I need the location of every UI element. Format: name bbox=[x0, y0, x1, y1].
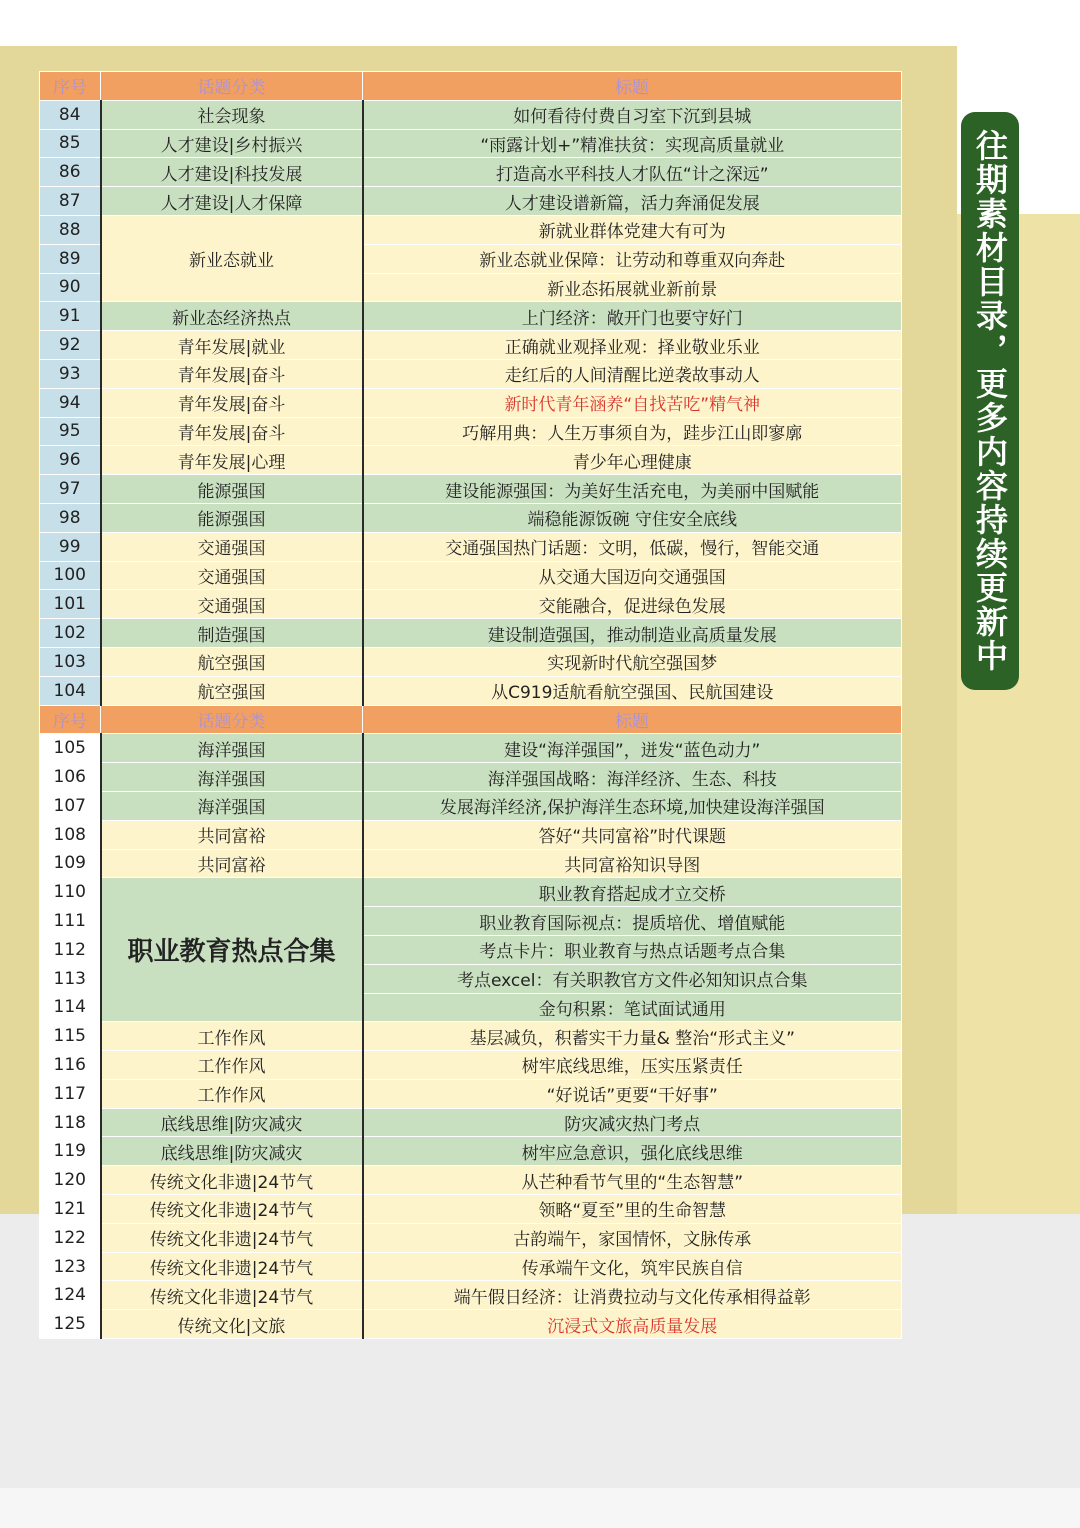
row-title: 正确就业观择业观：择业敬业乐业 bbox=[363, 331, 902, 360]
table-row bbox=[40, 100, 902, 129]
row-title: 领略“夏至”里的生命智慧 bbox=[363, 1195, 902, 1224]
row-category: 海洋强国 bbox=[101, 734, 363, 763]
row-category: 能源强国 bbox=[101, 475, 363, 504]
row-title: 考点卡片：职业教育与热点话题考点合集 bbox=[363, 935, 902, 964]
row-num: 88 bbox=[40, 215, 101, 244]
row-num: 97 bbox=[40, 475, 101, 504]
row-category: 青年发展|心理 bbox=[101, 446, 363, 475]
catalog-banner bbox=[961, 112, 1019, 690]
row-num: 114 bbox=[40, 993, 101, 1022]
row-title-highlight: 沉浸式文旅高质量发展 bbox=[363, 1310, 902, 1339]
row-title: 职业教育国际视点：提质培优、增值赋能 bbox=[363, 907, 902, 936]
row-category: 人才建设|科技发展 bbox=[101, 158, 363, 187]
row-category: 人才建设|乡村振兴 bbox=[101, 129, 363, 158]
row-category: 工作作风 bbox=[101, 1022, 363, 1051]
row-num: 90 bbox=[40, 273, 101, 302]
table-row bbox=[40, 1223, 902, 1252]
row-num: 101 bbox=[40, 590, 101, 619]
table-row bbox=[40, 215, 902, 244]
row-category: 底线思维|防灾减灾 bbox=[101, 1108, 363, 1137]
table-row bbox=[40, 388, 902, 417]
table-header bbox=[40, 72, 902, 101]
row-title: 海洋强国战略：海洋经济、生态、科技 bbox=[363, 763, 902, 792]
row-num: 99 bbox=[40, 532, 101, 561]
row-num: 103 bbox=[40, 647, 101, 676]
table-row bbox=[40, 417, 902, 446]
table-row bbox=[40, 561, 902, 590]
row-num: 107 bbox=[40, 791, 101, 820]
row-title: 树牢应急意识，强化底线思维 bbox=[363, 1137, 902, 1166]
row-title: 建设“海洋强国”，迸发“蓝色动力” bbox=[363, 734, 902, 763]
table-row bbox=[40, 532, 902, 561]
row-num: 123 bbox=[40, 1252, 101, 1281]
row-category: 底线思维|防灾减灾 bbox=[101, 1137, 363, 1166]
row-title: 新就业群体党建大有可为 bbox=[363, 215, 902, 244]
row-title: 从芒种看节气里的“生态智慧” bbox=[363, 1166, 902, 1195]
row-category: 人才建设|人才保障 bbox=[101, 187, 363, 216]
row-num: 95 bbox=[40, 417, 101, 446]
table-row bbox=[40, 820, 902, 849]
row-category: 传统文化非遗|24节气 bbox=[101, 1223, 363, 1252]
row-title: “雨露计划+”精准扶贫：实现高质量就业 bbox=[363, 129, 902, 158]
row-category: 工作作风 bbox=[101, 1051, 363, 1080]
row-category: 能源强国 bbox=[101, 503, 363, 532]
table-row bbox=[40, 187, 902, 216]
row-category: 社会现象 bbox=[101, 100, 363, 129]
header-title: 标题 bbox=[363, 705, 902, 734]
row-category: 航空强国 bbox=[101, 676, 363, 705]
row-num: 102 bbox=[40, 619, 101, 648]
row-num: 86 bbox=[40, 158, 101, 187]
table-row bbox=[40, 619, 902, 648]
row-title: 从交通大国迈向交通强国 bbox=[363, 561, 902, 590]
row-num: 87 bbox=[40, 187, 101, 216]
row-category: 传统文化非遗|24节气 bbox=[101, 1195, 363, 1224]
row-title: 发展海洋经济,保护海洋生态环境,加快建设海洋强国 bbox=[363, 791, 902, 820]
row-category: 共同富裕 bbox=[101, 820, 363, 849]
table-row bbox=[40, 849, 902, 878]
row-category: 制造强国 bbox=[101, 619, 363, 648]
bottom-light-strip bbox=[0, 1488, 1080, 1528]
row-title: 人才建设谱新篇，活力奔涌促发展 bbox=[363, 187, 902, 216]
row-title: 走红后的人间清醒比逆袭故事动人 bbox=[363, 359, 902, 388]
table-row bbox=[40, 1079, 902, 1108]
header-num: 序号 bbox=[40, 705, 101, 734]
row-num: 85 bbox=[40, 129, 101, 158]
row-category: 交通强国 bbox=[101, 532, 363, 561]
table-header-repeat bbox=[40, 705, 902, 734]
row-title: 交通强国热门话题：文明，低碳，慢行，智能交通 bbox=[363, 532, 902, 561]
row-num: 122 bbox=[40, 1223, 101, 1252]
table-row bbox=[40, 446, 902, 475]
row-category: 青年发展|奋斗 bbox=[101, 388, 363, 417]
table-row bbox=[40, 1310, 902, 1339]
banner-text: 往期素材目录，更多内容持续更新中 bbox=[971, 129, 1009, 673]
header-num: 序号 bbox=[40, 72, 101, 101]
row-category: 海洋强国 bbox=[101, 791, 363, 820]
row-category: 工作作风 bbox=[101, 1079, 363, 1108]
row-category: 交通强国 bbox=[101, 590, 363, 619]
row-category-merged: 新业态就业 bbox=[101, 215, 363, 301]
row-num: 92 bbox=[40, 331, 101, 360]
row-title: 建设能源强国：为美好生活充电，为美丽中国赋能 bbox=[363, 475, 902, 504]
row-title: 树牢底线思维，压实压紧责任 bbox=[363, 1051, 902, 1080]
row-title: 古韵端午，家国情怀，文脉传承 bbox=[363, 1223, 902, 1252]
header-title: 标题 bbox=[363, 72, 902, 101]
header-category: 话题分类 bbox=[101, 72, 363, 101]
row-category: 传统文化非遗|24节气 bbox=[101, 1281, 363, 1310]
row-num: 125 bbox=[40, 1310, 101, 1339]
row-title: 青少年心理健康 bbox=[363, 446, 902, 475]
table-row bbox=[40, 359, 902, 388]
row-title: 答好“共同富裕”时代课题 bbox=[363, 820, 902, 849]
row-num: 94 bbox=[40, 388, 101, 417]
row-num: 91 bbox=[40, 302, 101, 331]
table-row bbox=[40, 331, 902, 360]
row-title: 巧解用典：人生万事须自为，跬步江山即寥廓 bbox=[363, 417, 902, 446]
row-category: 传统文化非遗|24节气 bbox=[101, 1252, 363, 1281]
table-row bbox=[40, 129, 902, 158]
row-num: 96 bbox=[40, 446, 101, 475]
row-category: 青年发展|奋斗 bbox=[101, 359, 363, 388]
table-row bbox=[40, 503, 902, 532]
table-row bbox=[40, 590, 902, 619]
row-category-merged: 职业教育热点合集 bbox=[101, 878, 363, 1022]
table-row bbox=[40, 1051, 902, 1080]
row-num: 110 bbox=[40, 878, 101, 907]
row-title: 打造高水平科技人才队伍“计之深远” bbox=[363, 158, 902, 187]
row-category: 航空强国 bbox=[101, 647, 363, 676]
row-num: 113 bbox=[40, 964, 101, 993]
table-row bbox=[40, 647, 902, 676]
row-category: 青年发展|就业 bbox=[101, 331, 363, 360]
row-title: 端午假日经济：让消费拉动与文化传承相得益彰 bbox=[363, 1281, 902, 1310]
table-row bbox=[40, 734, 902, 763]
row-title: 从C919适航看航空强国、民航国建设 bbox=[363, 676, 902, 705]
row-title: 防灾减灾热门考点 bbox=[363, 1108, 902, 1137]
row-num: 89 bbox=[40, 244, 101, 273]
table-row bbox=[40, 1108, 902, 1137]
table-row bbox=[40, 1195, 902, 1224]
row-title: 职业教育搭起成才立交桥 bbox=[363, 878, 902, 907]
row-title: 端稳能源饭碗 守住安全底线 bbox=[363, 503, 902, 532]
row-category: 交通强国 bbox=[101, 561, 363, 590]
row-category: 共同富裕 bbox=[101, 849, 363, 878]
row-num: 120 bbox=[40, 1166, 101, 1195]
row-title: 考点excel：有关职教官方文件必知知识点合集 bbox=[363, 964, 902, 993]
row-num: 116 bbox=[40, 1051, 101, 1080]
header-category: 话题分类 bbox=[101, 705, 363, 734]
row-category: 青年发展|奋斗 bbox=[101, 417, 363, 446]
row-num: 117 bbox=[40, 1079, 101, 1108]
row-title: 基层减负，积蓄实干力量& 整治“形式主义” bbox=[363, 1022, 902, 1051]
row-num: 100 bbox=[40, 561, 101, 590]
row-title: 实现新时代航空强国梦 bbox=[363, 647, 902, 676]
table-row bbox=[40, 1137, 902, 1166]
row-num: 98 bbox=[40, 503, 101, 532]
row-title: 新业态拓展就业新前景 bbox=[363, 273, 902, 302]
table-row bbox=[40, 763, 902, 792]
row-num: 111 bbox=[40, 907, 101, 936]
row-num: 108 bbox=[40, 820, 101, 849]
table-row bbox=[40, 475, 902, 504]
row-num: 104 bbox=[40, 676, 101, 705]
row-category: 传统文化非遗|24节气 bbox=[101, 1166, 363, 1195]
row-title: 金句积累：笔试面试通用 bbox=[363, 993, 902, 1022]
table-row bbox=[40, 1281, 902, 1310]
row-num: 106 bbox=[40, 763, 101, 792]
row-num: 115 bbox=[40, 1022, 101, 1051]
row-num: 105 bbox=[40, 734, 101, 763]
row-category: 传统文化|文旅 bbox=[101, 1310, 363, 1339]
row-num: 119 bbox=[40, 1137, 101, 1166]
row-title: 传承端午文化，筑牢民族自信 bbox=[363, 1252, 902, 1281]
row-num: 124 bbox=[40, 1281, 101, 1310]
table-row bbox=[40, 158, 902, 187]
row-title: 建设制造强国，推动制造业高质量发展 bbox=[363, 619, 902, 648]
table-row bbox=[40, 1252, 902, 1281]
row-num: 109 bbox=[40, 849, 101, 878]
row-title: “好说话”更要“干好事” bbox=[363, 1079, 902, 1108]
row-num: 121 bbox=[40, 1195, 101, 1224]
table-row bbox=[40, 791, 902, 820]
row-title: 交能融合，促进绿色发展 bbox=[363, 590, 902, 619]
table-row bbox=[40, 878, 902, 907]
row-title: 新业态就业保障：让劳动和尊重双向奔赴 bbox=[363, 244, 902, 273]
table-row bbox=[40, 1166, 902, 1195]
table-row bbox=[40, 302, 902, 331]
row-title: 上门经济：敞开门也要守好门 bbox=[363, 302, 902, 331]
table-row bbox=[40, 1022, 902, 1051]
row-title-highlight: 新时代青年涵养“自找苦吃”精气神 bbox=[363, 388, 902, 417]
row-num: 118 bbox=[40, 1108, 101, 1137]
row-category: 海洋强国 bbox=[101, 763, 363, 792]
row-title: 如何看待付费自习室下沉到县城 bbox=[363, 100, 902, 129]
table-row bbox=[40, 676, 902, 705]
row-category: 新业态经济热点 bbox=[101, 302, 363, 331]
row-num: 84 bbox=[40, 100, 101, 129]
topic-table bbox=[39, 71, 902, 1339]
row-title: 共同富裕知识导图 bbox=[363, 849, 902, 878]
row-num: 93 bbox=[40, 359, 101, 388]
row-num: 112 bbox=[40, 935, 101, 964]
